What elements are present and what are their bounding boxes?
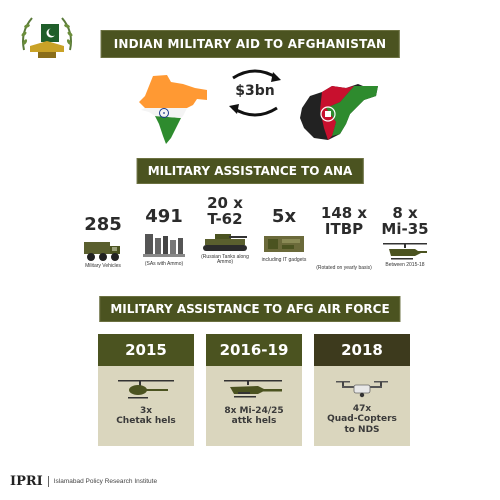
stat-caption: (SAs with Ammo): [144, 260, 184, 267]
card-line2: attk hels: [231, 416, 277, 427]
card-line3: to NDS: [344, 424, 380, 435]
stat-caption: (Russian Tanks along Ammo): [201, 253, 249, 266]
footer-separator: [48, 476, 49, 487]
card-line2: Chetak hels: [116, 416, 176, 427]
air-force-section-banner: [99, 296, 400, 322]
footer: [10, 474, 157, 489]
helicopter-icon: [381, 241, 429, 261]
stat-caption: including IT gadgets: [261, 256, 307, 263]
chetak-helicopter-icon: [116, 378, 176, 402]
card-line1: 3x: [139, 406, 153, 416]
main-title: INDIAN MILITARY AID TO AFGHANISTAN: [113, 37, 387, 51]
stat-value: 5x: [271, 206, 297, 227]
aid-amount: $3bn: [235, 83, 275, 99]
air-force-section-title: MILITARY ASSISTANCE TO AFG AIR FORCE: [110, 302, 390, 316]
stat-vehicles: [76, 216, 130, 270]
card-line1: 47x: [352, 404, 372, 414]
stat-value: 20 x T-62: [207, 194, 243, 228]
india-map-icon: [135, 72, 210, 147]
afghanistan-map-icon: [296, 78, 381, 146]
stat-value: 8 x Mi-35: [381, 204, 429, 238]
main-title-banner: [101, 30, 400, 58]
footer-institute: Islamabad Policy Research Institute: [53, 478, 158, 485]
card-2018: [314, 334, 410, 446]
stat-value: 491: [145, 206, 183, 227]
card-year: 2018: [314, 334, 410, 366]
stat-caption: (Rotated on yearly basis): [316, 264, 372, 271]
stat-itbp: [312, 206, 376, 271]
stat-tanks: [192, 196, 258, 266]
stat-equipment: [258, 208, 310, 264]
card-2015: [98, 334, 194, 446]
card-year: 2016-19: [206, 334, 302, 366]
ana-section-title: MILITARY ASSISTANCE TO ANA: [147, 164, 353, 178]
ipri-logo: [18, 10, 76, 64]
stat-small-arms: [134, 208, 194, 268]
card-line1: 8x Mi-24/25: [224, 406, 284, 416]
stat-value: 148 x ITBP: [320, 204, 368, 238]
truck-icon: [82, 238, 124, 262]
small-arms-icon: [141, 230, 187, 260]
card-line2: Quad-Copters: [327, 414, 397, 425]
card-2016-19: [206, 334, 302, 446]
quadcopter-icon: [332, 378, 392, 400]
equipment-icon: [262, 230, 306, 256]
stat-caption: Between 2015-18: [385, 261, 425, 268]
footer-brand: IPRI: [10, 474, 43, 489]
stat-caption: Military Vehicles: [85, 262, 121, 269]
ana-section-banner: [137, 158, 364, 184]
attack-helicopter-icon: [222, 378, 286, 402]
stat-mi35: [376, 206, 434, 268]
stat-value: 285: [84, 214, 122, 235]
card-year: 2015: [98, 334, 194, 366]
tank-icon: [201, 231, 249, 253]
